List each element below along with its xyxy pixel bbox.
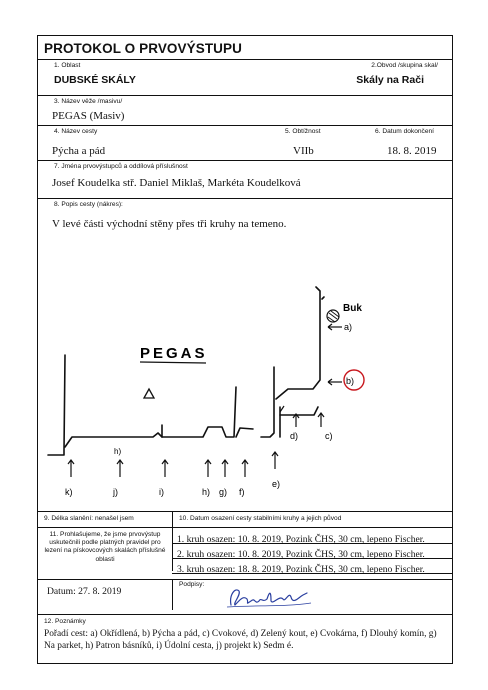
route-mark-b: b) (346, 376, 355, 386)
sector-label: 2.Obvod /skupina skal/ (371, 62, 438, 69)
tree-label: Buk (343, 303, 362, 314)
rock-wall-right (261, 367, 274, 437)
signed-date: Datum: 27. 8. 2019 (47, 586, 122, 597)
tower-value: PEGAS (Masiv) (52, 110, 125, 122)
row-description (38, 198, 452, 512)
row-climbers (38, 160, 452, 199)
route-label: 4. Název cesty (54, 128, 98, 135)
date-label: 6. Datum dokončení (375, 128, 435, 135)
notes-value: Pořadí cest: a) Okřídlená, b) Pýcha a pád, c) Cvokové, d) Zelený kout, e) Cvokárna, f) Dlouhý komín, g) Na parket, h) Patron básníků, i) Údolní cesta, j) projekt k) Sedm é. (44, 629, 437, 651)
row-route (38, 125, 452, 161)
rock-step-middle (162, 387, 236, 437)
rock-ledge-left (65, 425, 162, 447)
grade-value: VIIb (293, 145, 314, 157)
bolts-label: 10. Datum osazení cesty stabilními kruhy a jejich původ (179, 515, 342, 522)
rock-dihedral (276, 287, 320, 399)
region-label: 1. Oblast (54, 62, 81, 69)
summit-triangle-icon (144, 389, 154, 398)
rappel-label: 9. Délka slanění: nenašel jsem (44, 515, 134, 522)
protocol-form (37, 35, 453, 664)
route-mark-h-top: h) (114, 447, 122, 456)
route-mark-f: f) (239, 487, 245, 497)
bolt-1: 1. kruh osazen: 10. 8. 2019, Pozink ČHS, 30 cm, lepeno Fischer. (177, 534, 425, 545)
region-value: DUBSKÉ SKÁLY (54, 74, 136, 86)
signature-mark (225, 583, 315, 611)
row-tower (38, 95, 452, 126)
rock-upper-right (280, 407, 318, 415)
massif-name: PEGAS (140, 345, 208, 362)
bolt-3: 3. kruh osazen: 18. 8. 2019, Pozink ČHS, 30 cm, lepeno Fischer. (177, 564, 425, 575)
description-label: 8. Popis cesty (nákres): (54, 201, 123, 208)
climbers-label: 7. Jména prvovýstupců a oddílová příslušnost (54, 163, 188, 170)
tower-label: 3. Název věže /masivu/ (54, 98, 123, 105)
route-sketch (38, 207, 452, 507)
sector-value: Skály na Rači (356, 74, 424, 86)
row-declaration (38, 527, 452, 575)
rock-upper-lip (322, 297, 324, 299)
route-mark-j: j) (113, 487, 118, 497)
route-mark-h: h) (202, 487, 211, 497)
route-mark-a: a) (344, 322, 353, 332)
notes-label: 12. Poznámky (44, 618, 86, 625)
row-signature (38, 579, 452, 611)
route-mark-d: d) (290, 431, 299, 441)
row-notes (38, 614, 452, 666)
rock-profile (48, 355, 65, 455)
route-mark-i: i) (159, 487, 164, 497)
route-value: Pýcha a pád (52, 145, 106, 157)
date-value: 18. 8. 2019 (387, 145, 437, 157)
climbers-value: Josef Koudelka stř. Daniel Miklaš, Markéta Koudelková (52, 177, 301, 189)
route-mark-k: k) (65, 487, 73, 497)
bolt-2: 2. kruh osazen: 10. 8. 2019, Pozink ČHS, 30 cm, lepeno Fischer. (177, 549, 425, 560)
form-title: PROTOKOL O PRVOVÝSTUPU (44, 41, 242, 56)
row-rappel (38, 511, 452, 528)
description-value: V levé části východní stěny přes tři kruhy na temeno. (52, 218, 287, 230)
route-mark-c: c) (325, 431, 333, 441)
signatures-label: Podpisy: (179, 581, 205, 588)
grade-label: 5. Obtížnost (285, 128, 321, 135)
rock-step-right (236, 428, 253, 437)
route-mark-e: e) (272, 479, 281, 489)
row-region (38, 59, 452, 96)
route-mark-g: g) (219, 487, 228, 497)
declaration-text: 11. Prohlašujeme, že jsme prvovýstup uskutečnili podle platných pravidel pro lezení na pískovcových skalách příslušné oblasti (44, 531, 166, 563)
